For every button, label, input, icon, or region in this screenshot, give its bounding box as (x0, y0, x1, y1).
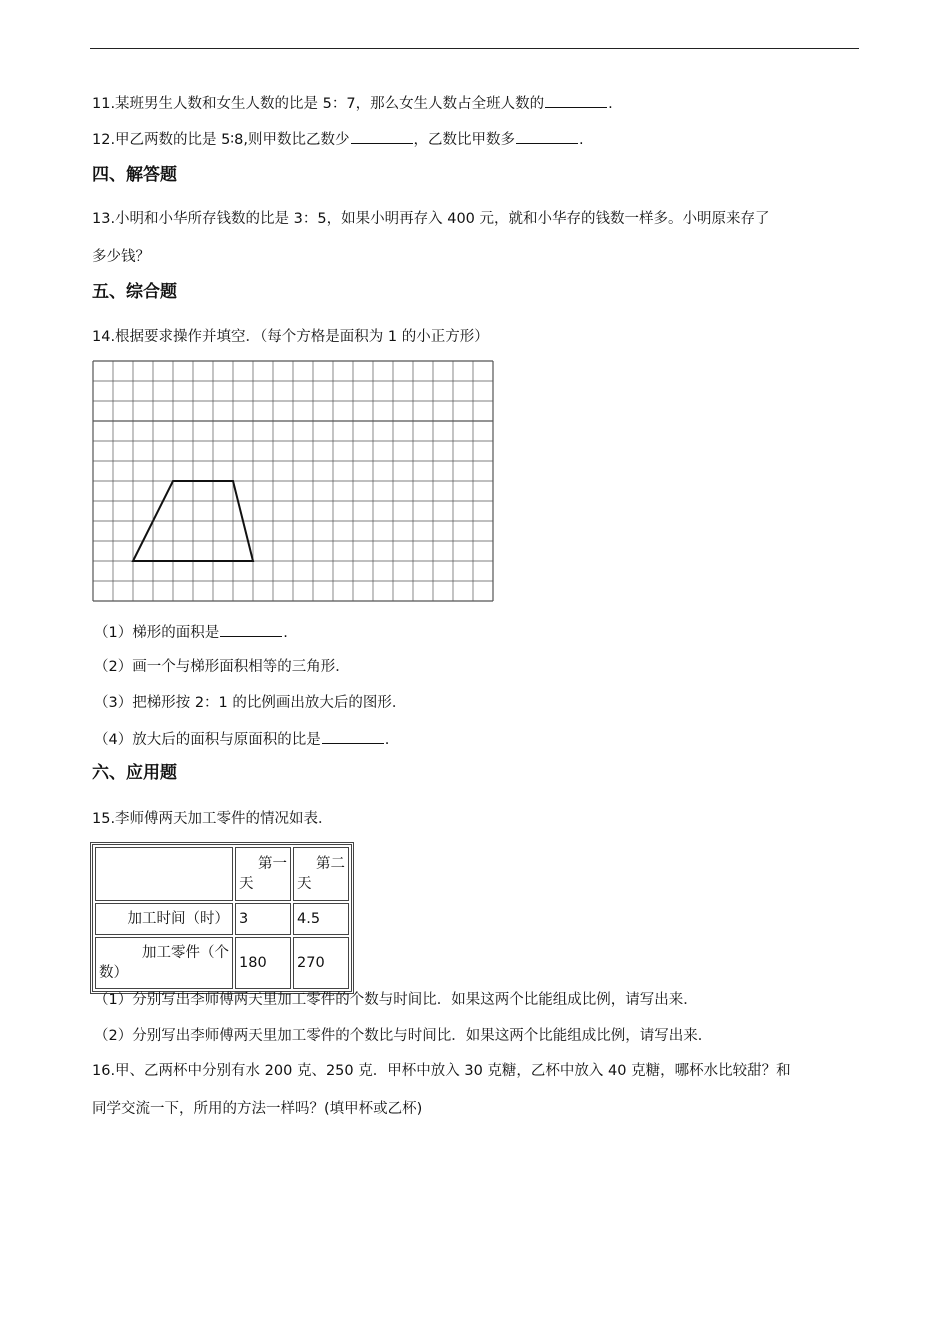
q14-sub-3: （3）把梯形按 2：1 的比例画出放大后的图形． (94, 695, 407, 711)
trapezoid-grid-figure (92, 360, 497, 602)
question-13-line2: 多少钱？ (92, 249, 150, 265)
q15-sub-1: （1）分别写出李师傅两天里加工零件的个数与时间比．如果这两个比能组成比例，请写出来． (94, 992, 698, 1008)
q11-answer-blank[interactable] (545, 93, 607, 108)
q14-sub1-period: . (283, 625, 288, 641)
question-16-line2: 同学交流一下，所用的方法一样吗？(填甲杯或乙杯) (92, 1101, 423, 1117)
row-time-day1: 3 (235, 903, 291, 935)
q14-sub4-period: . (384, 732, 390, 748)
q14-sub1-answer-blank[interactable] (220, 622, 282, 637)
q11-text: 11.某班男生人数和女生人数的比是 5：7，那么女生人数占全班人数的 (92, 96, 545, 112)
q12-text-a: 12.甲乙两数的比是 5∶8,则甲数比乙数少 (92, 132, 350, 148)
q14-sub-1 (94, 622, 288, 643)
row-time-label: 加工时间（时） (95, 903, 233, 935)
table-row-parts (95, 937, 349, 989)
q14-sub-2: （2）画一个与梯形面积相等的三角形． (94, 659, 350, 675)
row-parts-day1: 180 (235, 937, 291, 989)
question-13-line1: 13.小明和小华所存钱数的比是 3：5，如果小明再存入 400 元，就和小华存的钱数一样多。小明原来存了 (92, 211, 770, 227)
table-header-day1 (235, 847, 291, 901)
table-row-time (95, 903, 349, 935)
q12-answer-blank-2[interactable] (516, 129, 578, 144)
q15-data-table (90, 842, 354, 994)
header-day1-line1: 第一 (258, 856, 287, 872)
row-time-day2: 4.5 (293, 903, 349, 935)
row-parts-label-line1: 加工零件（个 (142, 945, 229, 961)
q14-sub4-text: （4）放大后的面积与原面积的比是 (94, 732, 321, 748)
table-corner-cell (95, 847, 233, 901)
row-parts-label-line2: 数） (99, 965, 128, 981)
row-parts-day2: 270 (293, 937, 349, 989)
header-day2-line1: 第二 (316, 856, 345, 872)
q14-sub4-answer-blank[interactable] (322, 729, 384, 744)
section-4-heading: 四、解答题 (92, 165, 177, 185)
question-15-prompt: 15.李师傅两天加工零件的情况如表． (92, 811, 333, 827)
q12-text-b: ，乙数比甲数多 (413, 132, 516, 148)
q11-period: . (608, 96, 613, 112)
question-12 (92, 129, 584, 150)
q12-answer-blank-1[interactable] (351, 129, 413, 144)
question-11 (92, 93, 613, 114)
header-day2-line2: 天 (297, 876, 312, 892)
table-header-day2 (293, 847, 349, 901)
top-rule (90, 48, 859, 49)
question-16-line1: 16.甲、乙两杯中分别有水 200 克、250 克．甲杯中放入 30 克糖，乙杯中放入 40 克糖，哪杯水比较甜？和 (92, 1063, 791, 1079)
grid-lines (93, 361, 493, 601)
row-parts-label (95, 937, 233, 989)
section-6-heading: 六、应用题 (92, 763, 177, 783)
table-header-row (95, 847, 349, 901)
q12-period: . (579, 132, 584, 148)
question-14-prompt: 14.根据要求操作并填空．（每个方格是面积为 1 的小正方形） (92, 329, 489, 345)
q15-sub-2: （2）分别写出李师傅两天里加工零件的个数比与时间比．如果这两个比能组成比例，请写出来． (94, 1028, 713, 1044)
q14-sub-4 (94, 729, 389, 750)
q14-sub1-text: （1）梯形的面积是 (94, 625, 220, 641)
header-day1-line2: 天 (239, 876, 254, 892)
section-5-heading: 五、综合题 (92, 282, 177, 302)
